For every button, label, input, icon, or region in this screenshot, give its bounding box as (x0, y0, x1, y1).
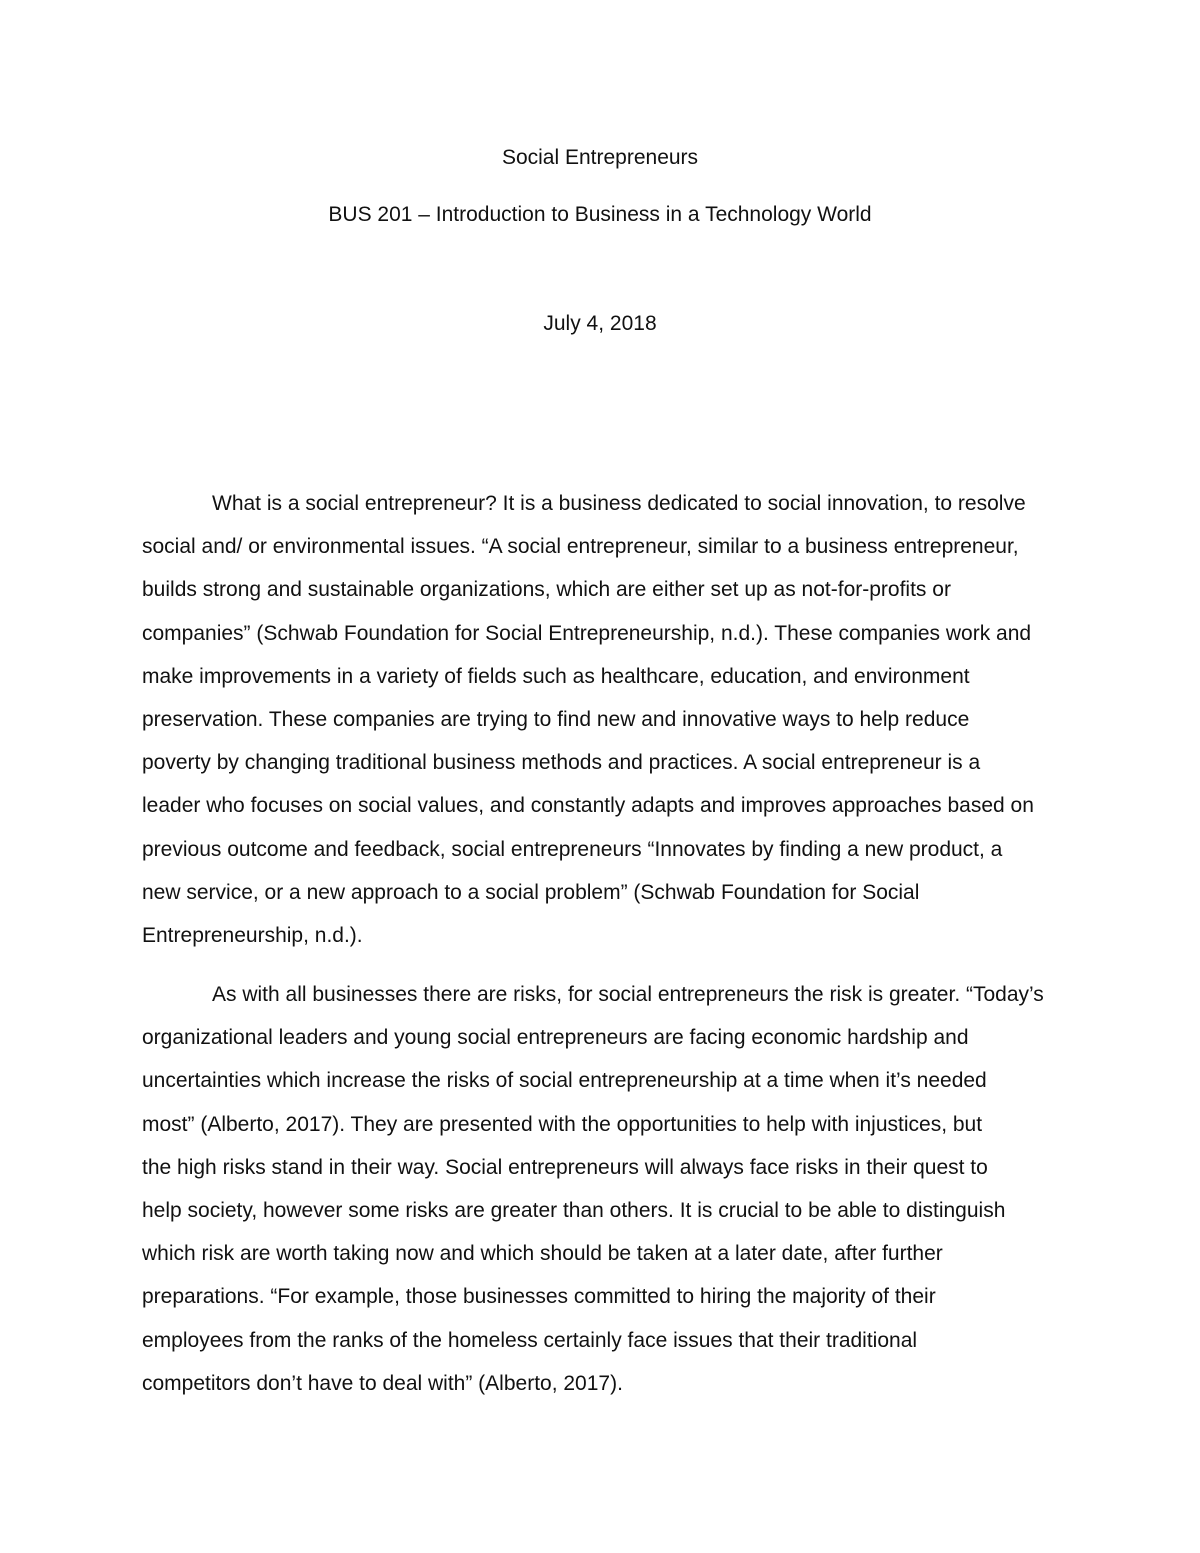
paragraph-line: make improvements in a variety of fields such as healthcare, education, and environment (142, 664, 970, 688)
paragraph-line: companies” (Schwab Foundation for Social Entrepreneurship, n.d.). These companies work and (142, 621, 1032, 645)
paragraph-line: new service, or a new approach to a social problem” (Schwab Foundation for Social (142, 880, 920, 904)
paragraph-line: previous outcome and feedback, social entrepreneurs “Innovates by finding a new product, a (142, 837, 1003, 861)
paragraph-line: As with all businesses there are risks, for social entrepreneurs the risk is greater. “Today’s (212, 983, 1044, 1006)
paragraph-line: help society, however some risks are greater than others. It is crucial to be able to distinguish (142, 1198, 1006, 1222)
paragraph-line: leader who focuses on social values, and constantly adapts and improves approaches based on (142, 794, 1034, 818)
body-paragraph-1 (142, 482, 1082, 957)
paragraph-line: uncertainties which increase the risks of social entrepreneurship at a time when it’s needed (142, 1069, 987, 1093)
paragraph-line: social and/ or environmental issues. “A social entrepreneur, similar to a business entrepreneur, (142, 535, 1019, 559)
course-subtitle: BUS 201 – Introduction to Business in a Technology World (328, 203, 872, 226)
paragraph-line: organizational leaders and young social entrepreneurs are facing economic hardship and (142, 1026, 969, 1050)
paragraph-line: poverty by changing traditional business methods and practices. A social entrepreneur is a (142, 751, 981, 775)
paragraph-line: What is a social entrepreneur? It is a business dedicated to social innovation, to resolve (212, 492, 1026, 515)
paragraph-line: Entrepreneurship, n.d.). (142, 923, 363, 947)
paragraph-line: the high risks stand in their way. Social entrepreneurs will always face risks in their quest to (142, 1155, 988, 1179)
paragraph-line: builds strong and sustainable organizations, which are either set up as not-for-profits or (142, 578, 951, 602)
paragraph-line: preservation. These companies are trying to find new and innovative ways to help reduce (142, 707, 970, 731)
body-paragraph-2 (142, 973, 1082, 1405)
paragraph-line: most” (Alberto, 2017). They are presented with the opportunities to help with injustices, but (142, 1112, 983, 1136)
paragraph-line: employees from the ranks of the homeless certainly face issues that their traditional (142, 1328, 918, 1352)
document-date: July 4, 2018 (543, 312, 657, 335)
document-title: Social Entrepreneurs (501, 146, 699, 169)
paragraph-line: preparations. “For example, those businesses committed to hiring the majority of their (142, 1285, 936, 1309)
paragraph-line: competitors don’t have to deal with” (Alberto, 2017). (142, 1371, 623, 1395)
paragraph-line: which risk are worth taking now and which should be taken at a later date, after further (142, 1242, 943, 1266)
